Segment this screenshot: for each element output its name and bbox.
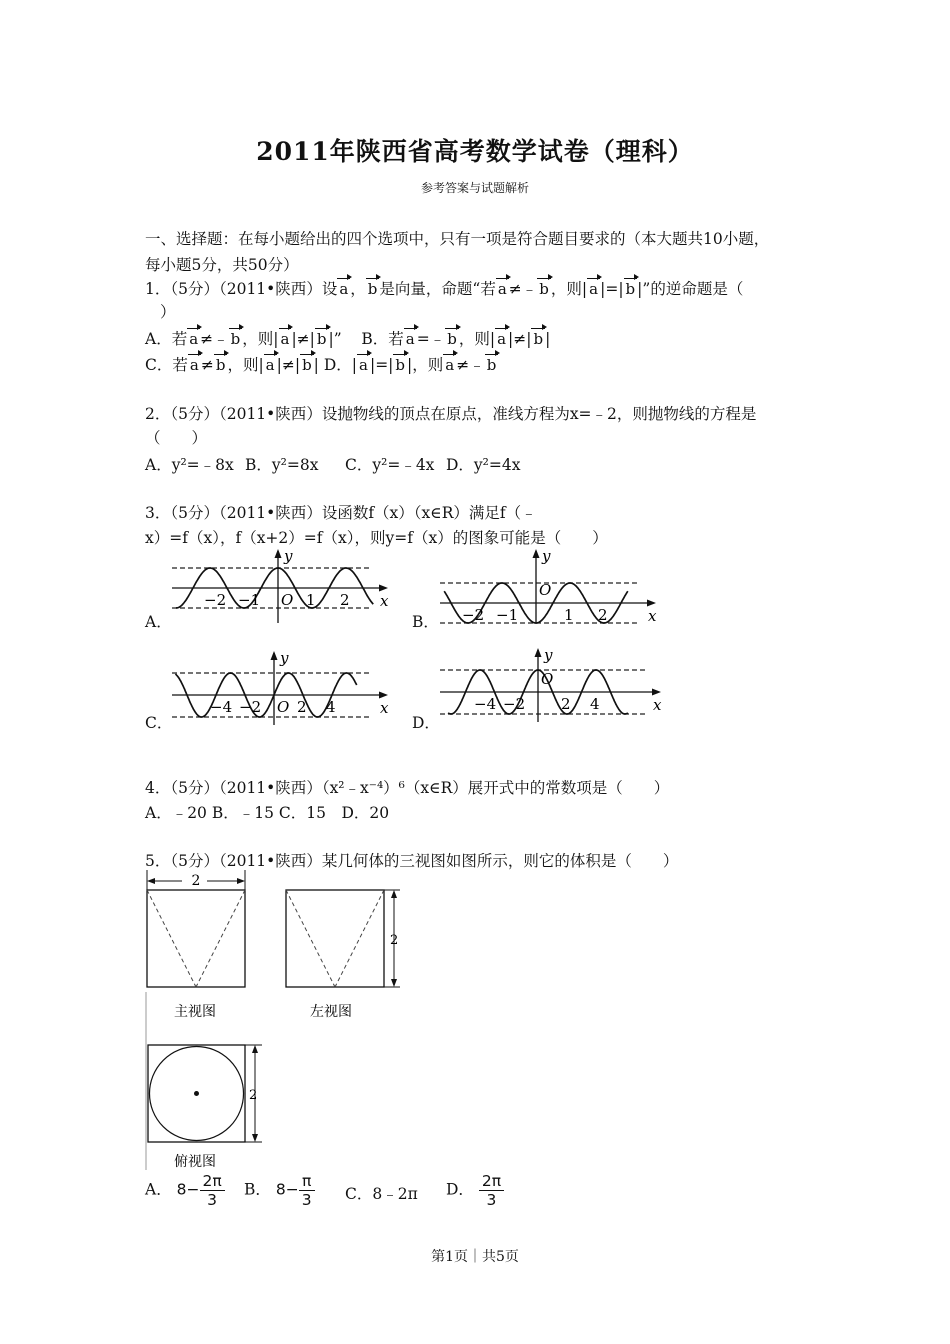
origin-label: O xyxy=(281,591,294,609)
y-axis-arrow xyxy=(535,648,542,657)
q1-option-a[interactable]: A．若 a ≠﹣ b ，则| a |≠| b |” xyxy=(145,330,342,348)
section-heading-line2: 每小题5分，共50分） xyxy=(145,256,299,274)
q5-option-c[interactable]: C．8﹣2π xyxy=(345,1185,418,1203)
q5-option-b[interactable]: B． 8− $\frac{\pi}{3}$ xyxy=(244,1172,315,1209)
page-footer: 第1页｜共5页 xyxy=(431,1249,519,1265)
tick-label: 2 xyxy=(297,698,307,716)
q3-option-d-label[interactable]: D． xyxy=(412,714,440,732)
tick-label: 4 xyxy=(326,698,336,716)
origin-label: O xyxy=(541,670,554,688)
tick-label: −2 xyxy=(204,591,227,609)
vector-a: a xyxy=(339,280,349,298)
q3-graph-b[interactable] xyxy=(438,548,668,628)
q1-option-b[interactable]: B．若 a =﹣ b ，则| a |≠| b | xyxy=(361,330,551,348)
side-view xyxy=(286,890,400,1020)
q4-options[interactable]: A．﹣20 B．﹣15 C．15 D．20 xyxy=(145,804,390,822)
q2-stem-line1: 2．（5分）（2011•陕西）设抛物线的顶点在原点，准线方程为x=﹣2，则抛物线的方程是 xyxy=(145,405,757,423)
q5-option-a[interactable]: A． 8− $\frac{2\pi}{3}$ xyxy=(145,1172,225,1209)
y-axis-label: y xyxy=(280,650,289,667)
q3-graph-d[interactable] xyxy=(438,647,673,727)
front-width-label: 2 xyxy=(191,873,201,889)
origin-label: O xyxy=(277,698,290,716)
q1-stem-close: ） xyxy=(160,303,176,321)
tick-label: 2 xyxy=(598,606,608,624)
q3-stem-line1: 3．（5分）（2011•陕西）设函数f（x）（x∈R）满足f（﹣ xyxy=(145,504,537,522)
top-view-label: 俯视图 xyxy=(174,1154,216,1170)
page-title: 2011年陕西省高考数学试卷（理科） xyxy=(256,137,694,166)
q5-option-d-fraction: $\frac{2\pi}{3}$ xyxy=(479,1172,504,1209)
tick-label: −2 xyxy=(503,695,526,713)
x-axis-arrow xyxy=(379,585,388,592)
q5-option-a-fraction: $\frac{2\pi}{3}$ xyxy=(200,1172,225,1209)
x-axis-label: x xyxy=(648,607,657,625)
q3-option-a-label[interactable]: A． xyxy=(145,613,172,631)
vector-b: b xyxy=(367,280,378,298)
y-axis-arrow xyxy=(533,549,540,558)
tick-label: 4 xyxy=(590,695,600,713)
y-axis-label: y xyxy=(284,548,293,565)
tick-label: −2 xyxy=(462,606,485,624)
origin-label: O xyxy=(539,581,552,599)
q1-options-row2 xyxy=(145,353,498,375)
y-axis-arrow xyxy=(275,549,282,558)
q5-option-d[interactable]: D． $\frac{2\pi}{3}$ xyxy=(446,1172,504,1209)
q1-option-c[interactable]: C．若 a ≠ b ，则| a |≠| b | xyxy=(145,356,319,374)
x-axis-arrow xyxy=(647,600,656,607)
tick-label: 2 xyxy=(561,695,571,713)
q2-option-c[interactable]: C．y²=﹣4x xyxy=(345,456,435,474)
x-axis-arrow xyxy=(379,692,388,699)
q4-stem: 4．（5分）（2011•陕西）（x²﹣x⁻⁴）⁶（x∈R）展开式中的常数项是（ ） xyxy=(145,779,670,797)
tick-label: 1 xyxy=(306,591,316,609)
tick-label: 1 xyxy=(564,606,574,624)
x-axis-arrow xyxy=(652,689,661,696)
q3-graph-c[interactable] xyxy=(170,650,400,730)
side-height-label: 2 xyxy=(390,933,399,948)
tick-label: −4 xyxy=(474,695,497,713)
tick-label: −1 xyxy=(496,606,519,624)
tick-label: −1 xyxy=(238,591,261,609)
x-axis-label: x xyxy=(380,699,389,717)
x-axis-label: x xyxy=(653,696,662,714)
q5-option-b-fraction: $\frac{\pi}{3}$ xyxy=(299,1172,315,1209)
side-view-label: 左视图 xyxy=(310,1004,352,1020)
q1-stem: 1．（5分）（2011•陕西）设 a ， b 是向量，命题“若 a ≠﹣ b ，则| a |=| b |”的逆命题是（ xyxy=(145,280,744,298)
front-view-label: 主视图 xyxy=(174,1004,216,1020)
q1-option-d[interactable]: D．| a |=| b |，则 a ≠﹣ b xyxy=(323,356,497,374)
q3-stem-line2: x）=f（x），f（x+2）=f（x），则y=f（x）的图象可能是（ ） xyxy=(145,529,608,547)
section-heading-line1: 一、选择题：在每小题给出的四个选项中，只有一项是符合题目要求的（本大题共10小题， xyxy=(145,230,770,248)
y-axis-label: y xyxy=(544,647,553,664)
q2-stem-line2: （ ） xyxy=(145,429,208,447)
q5-three-view-diagram xyxy=(142,870,407,1170)
front-view xyxy=(147,870,245,1020)
x-axis-label: x xyxy=(380,592,389,610)
page-subtitle: 参考答案与试题解析 xyxy=(420,181,529,195)
q2-option-a[interactable]: A．y²=﹣8x xyxy=(145,456,234,474)
q2-option-d[interactable]: D．y²=4x xyxy=(446,456,521,474)
q1-options-row1 xyxy=(145,327,550,349)
tick-label: −4 xyxy=(210,698,233,716)
q3-option-b-label[interactable]: B． xyxy=(412,613,439,631)
y-axis-arrow xyxy=(271,651,278,660)
tick-label: 2 xyxy=(340,591,350,609)
q3-graph-a[interactable] xyxy=(170,548,400,628)
q3-option-c-label[interactable]: C． xyxy=(145,714,173,732)
q2-option-b[interactable]: B．y²=8x xyxy=(245,456,319,474)
y-axis-label: y xyxy=(542,548,551,565)
q5-stem: 5．（5分）（2011•陕西）某几何体的三视图如图所示，则它的体积是（ ） xyxy=(145,852,679,870)
tick-label: −2 xyxy=(239,698,262,716)
top-height-label: 2 xyxy=(249,1088,258,1103)
